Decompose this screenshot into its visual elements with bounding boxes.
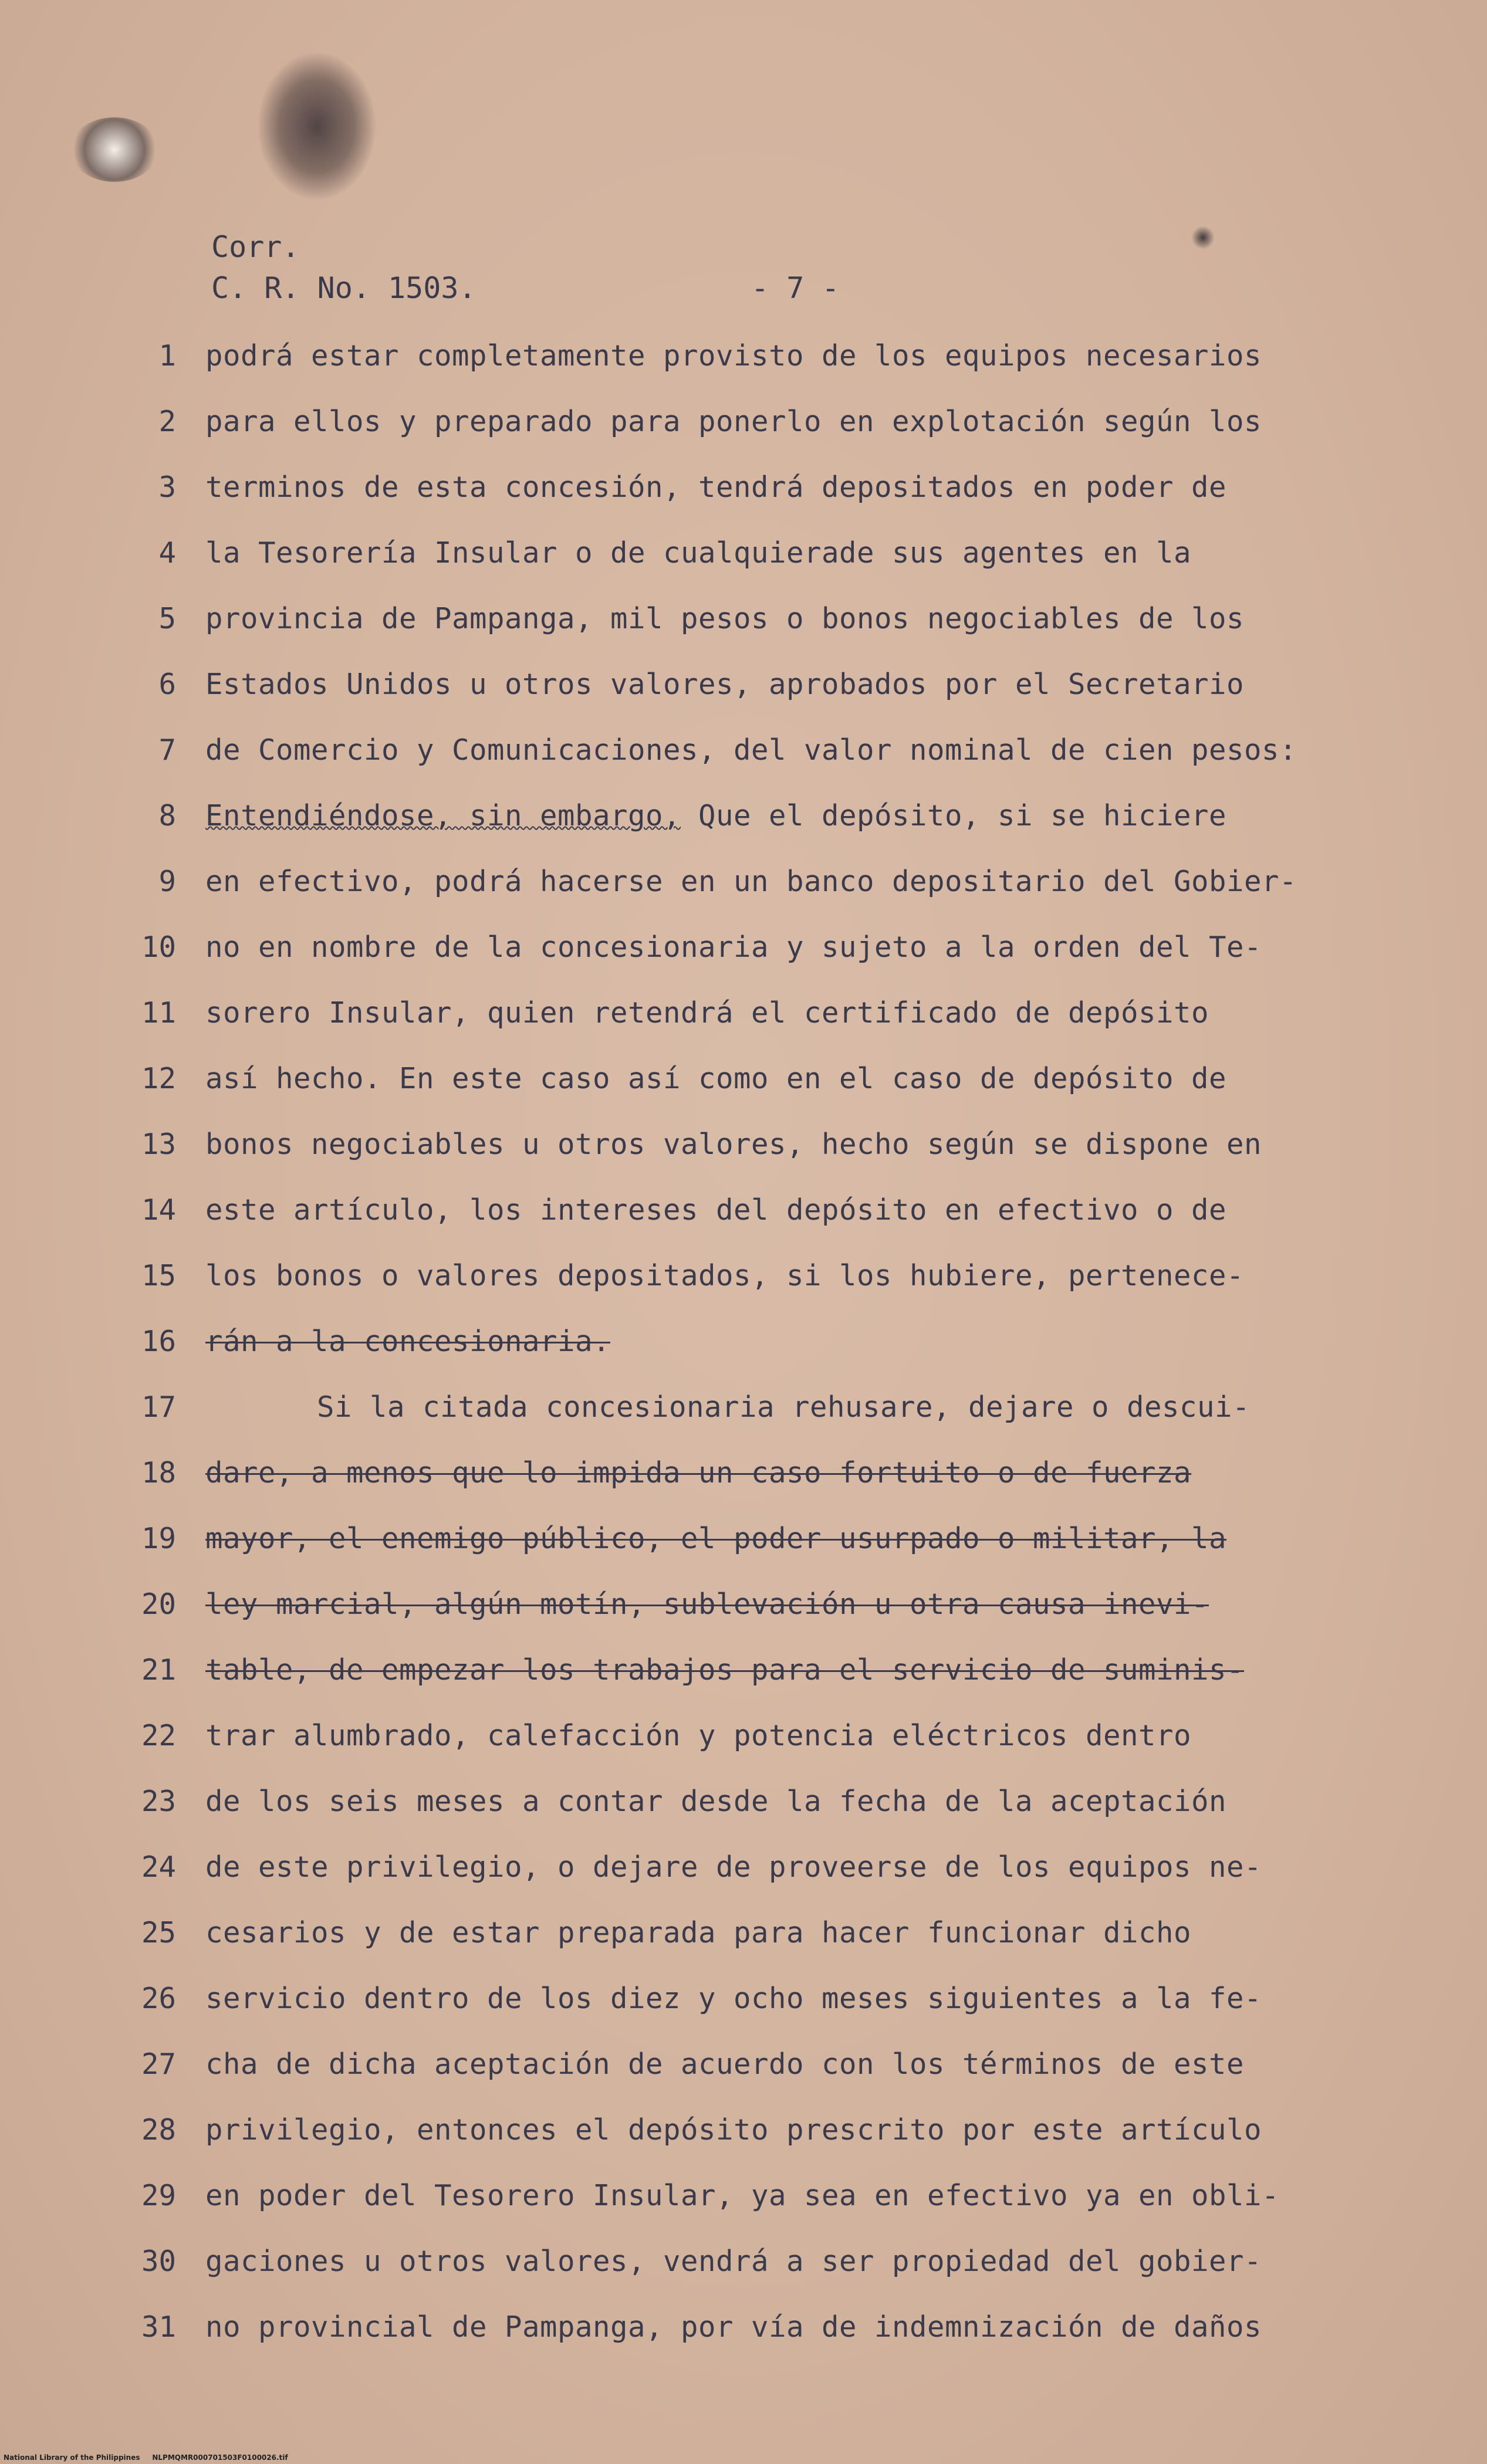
line-number: 6 xyxy=(158,668,176,701)
text-line xyxy=(0,733,1487,786)
line-text: gaciones u otros valores, vendrá a ser propiedad del gobier- xyxy=(205,2245,1262,2278)
line-text: en poder del Tesorero Insular, ya sea en efectivo ya en obli- xyxy=(205,2179,1280,2212)
line-text: para ellos y preparado para ponerlo en explotación según los xyxy=(205,405,1262,438)
text-line xyxy=(0,865,1487,918)
line-text: provincia de Pampanga, mil pesos o bonos negociables de los xyxy=(205,602,1245,635)
line-text: mayor, el enemigo público, el poder usurpado o militar, la xyxy=(205,1522,1227,1555)
line-number: 28 xyxy=(141,2113,176,2147)
text-line xyxy=(0,1982,1487,2035)
text-line xyxy=(0,1916,1487,1969)
text-line xyxy=(0,1653,1487,1706)
header-cr-number: C. R. No. 1503. xyxy=(211,271,476,305)
line-number: 4 xyxy=(158,536,176,570)
line-text: trar alumbrado, calefacción y potencia eléctricos dentro xyxy=(205,1719,1192,1752)
line-number: 24 xyxy=(141,1850,176,1884)
line-number: 13 xyxy=(141,1128,176,1161)
line-text: table, de empezar los trabajos para el servicio de suminis- xyxy=(205,1653,1245,1687)
line-text: no provincial de Pampanga, por vía de indemnización de daños xyxy=(205,2310,1262,2344)
line-number: 5 xyxy=(158,602,176,635)
line-number: 2 xyxy=(158,405,176,438)
underlined-proviso: Entendiéndose, sin embargo, xyxy=(205,799,681,832)
line-number: 14 xyxy=(141,1193,176,1227)
text-line xyxy=(0,1785,1487,1837)
line-number: 27 xyxy=(141,2047,176,2081)
line-number: 29 xyxy=(141,2179,176,2212)
line-text: dare, a menos que lo impida un caso fortuito o de fuerza xyxy=(205,1456,1192,1490)
line-number: 18 xyxy=(141,1456,176,1490)
text-line xyxy=(0,799,1487,852)
line-number: 8 xyxy=(158,799,176,832)
text-line xyxy=(0,668,1487,720)
line-text: no en nombre de la concesionaria y sujeto a la orden del Te- xyxy=(205,930,1262,964)
line-text: la Tesorería Insular o de cualquierade sus agentes en la xyxy=(205,536,1192,570)
text-line xyxy=(0,1325,1487,1377)
text-line xyxy=(0,1719,1487,1772)
line-text: terminos de esta concesión, tendrá depositados en poder de xyxy=(205,471,1227,504)
line-text: este artículo, los intereses del depósito en efectivo o de xyxy=(205,1193,1227,1227)
line-number: 15 xyxy=(141,1259,176,1292)
archive-footer: National Library of the Philippines NLPMQMR000701503F0100026.tif xyxy=(4,2453,288,2462)
line-number: 26 xyxy=(141,1982,176,2015)
line-number: 3 xyxy=(158,471,176,504)
line-number: 19 xyxy=(141,1522,176,1555)
text-line xyxy=(0,339,1487,392)
text-line xyxy=(0,1588,1487,1640)
ink-blot xyxy=(258,53,376,199)
line-number: 10 xyxy=(141,930,176,964)
line-number: 20 xyxy=(141,1588,176,1621)
text-line xyxy=(0,2179,1487,2232)
paper-stain xyxy=(70,117,158,182)
text-line xyxy=(0,1193,1487,1246)
line-text: en efectivo, podrá hacerse en un banco depositario del Gobier- xyxy=(205,865,1297,898)
text-line xyxy=(0,1128,1487,1180)
line-number: 31 xyxy=(141,2310,176,2344)
line-text: cesarios y de estar preparada para hacer funcionar dicho xyxy=(205,1916,1192,1949)
text-line xyxy=(0,1390,1487,1443)
line-text: Estados Unidos u otros valores, aprobados por el Secretario xyxy=(205,668,1245,701)
line-text-rest: Que el depósito, si se hiciere xyxy=(681,799,1227,832)
line-number: 12 xyxy=(141,1062,176,1095)
header-corr: Corr. xyxy=(211,230,300,264)
text-line xyxy=(0,405,1487,458)
line-text: sorero Insular, quien retendrá el certificado de depósito xyxy=(205,996,1209,1030)
line-number: 9 xyxy=(158,865,176,898)
text-line xyxy=(0,2047,1487,2100)
line-number: 25 xyxy=(141,1916,176,1949)
text-line xyxy=(0,2310,1487,2363)
text-line xyxy=(0,1259,1487,1312)
line-number: 21 xyxy=(141,1653,176,1687)
line-number: 23 xyxy=(141,1785,176,1818)
line-text: Si la citada concesionaria rehusare, dejare o descui- xyxy=(317,1390,1251,1424)
text-line xyxy=(0,2245,1487,2297)
line-text: así hecho. En este caso así como en el caso de depósito de xyxy=(205,1062,1227,1095)
page-number: - 7 - xyxy=(751,271,840,305)
text-line xyxy=(0,1850,1487,1903)
ink-dot xyxy=(1191,226,1215,249)
line-text: los bonos o valores depositados, si los hubiere, pertenece- xyxy=(205,1259,1245,1292)
text-line xyxy=(0,1456,1487,1509)
line-text: podrá estar completamente provisto de los equipos necesarios xyxy=(205,339,1262,373)
text-line xyxy=(0,1062,1487,1115)
line-text: privilegio, entonces el depósito prescrito por este artículo xyxy=(205,2113,1262,2147)
text-line xyxy=(0,2113,1487,2166)
line-text: de los seis meses a contar desde la fecha de la aceptación xyxy=(205,1785,1227,1818)
line-text: bonos negociables u otros valores, hecho según se dispone en xyxy=(205,1128,1262,1161)
line-number: 7 xyxy=(158,733,176,767)
line-number: 16 xyxy=(141,1325,176,1358)
line-text: de este privilegio, o dejare de proveerse de los equipos ne- xyxy=(205,1850,1262,1884)
line-text: cha de dicha aceptación de acuerdo con los términos de este xyxy=(205,2047,1245,2081)
line-text: servicio dentro de los diez y ocho meses siguientes a la fe- xyxy=(205,1982,1262,2015)
line-text xyxy=(205,799,1226,832)
text-line xyxy=(0,536,1487,589)
text-line xyxy=(0,471,1487,523)
text-line xyxy=(0,1522,1487,1575)
line-text: ley marcial, algún motín, sublevación u otra causa inevi- xyxy=(205,1588,1209,1621)
text-line xyxy=(0,930,1487,983)
line-number: 11 xyxy=(141,996,176,1030)
line-number: 30 xyxy=(141,2245,176,2278)
line-number: 22 xyxy=(141,1719,176,1752)
text-line xyxy=(0,602,1487,655)
line-number: 17 xyxy=(141,1390,176,1424)
line-text: rán a la concesionaria. xyxy=(205,1325,611,1358)
line-number: 1 xyxy=(158,339,176,373)
text-line xyxy=(0,996,1487,1049)
line-text: de Comercio y Comunicaciones, del valor nominal de cien pesos: xyxy=(205,733,1297,767)
